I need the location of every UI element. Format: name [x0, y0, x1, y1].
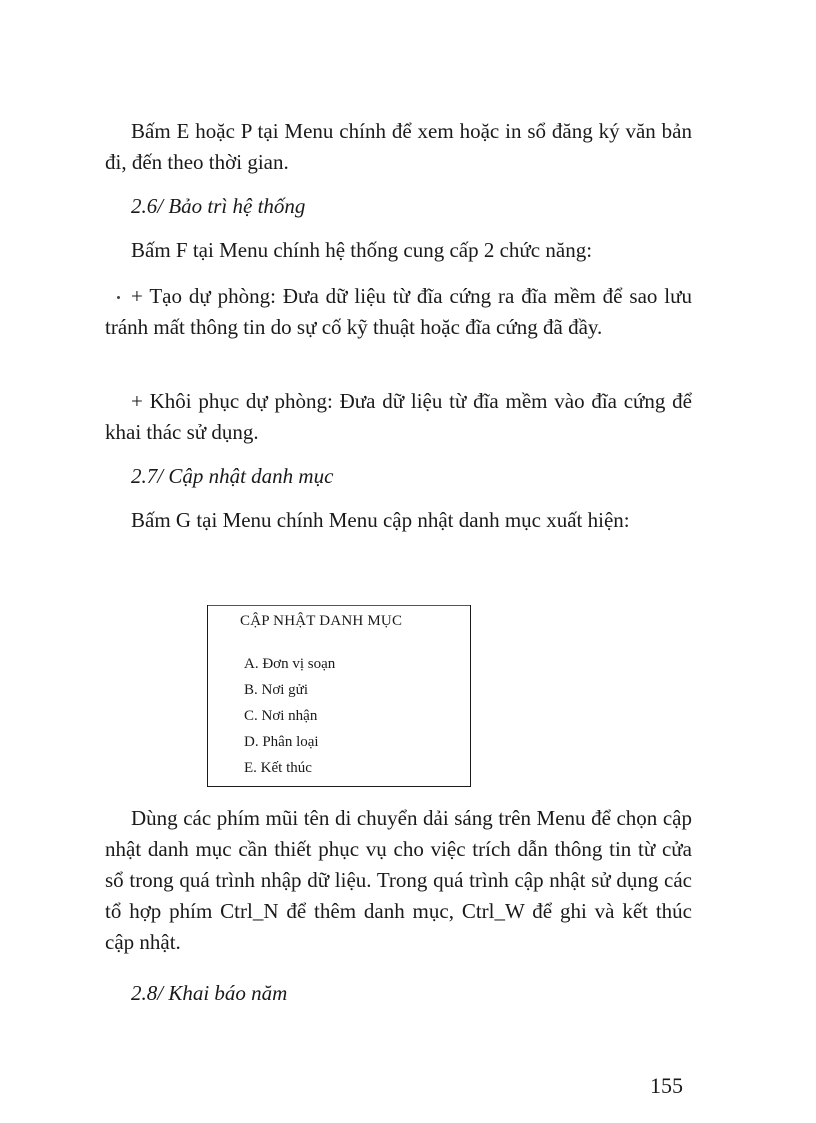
section-heading-2-8: 2.8/ Khai báo năm: [131, 981, 288, 1005]
paragraph-create-backup: + Tạo dự phòng: Đưa dữ liệu từ đĩa cứng ra đĩa mềm để sao lưu tránh mất thông tin do sự cố kỹ thuật hoặc đĩa cứng đã đầy.: [105, 284, 692, 339]
paragraph-maintenance-intro: Bấm F tại Menu chính hệ thống cung cấp 2 chức năng:: [131, 238, 593, 262]
paragraph-navigation-instructions: Dùng các phím mũi tên di chuyển dải sáng trên Menu để chọn cập nhật danh mục cần thiết phục vụ cho việc trích dẫn thông tin từ cửa sổ trong quá trình nhập dữ liệu. Trong quá trình cập nhật sử dụng các tổ hợp phím Ctrl_N để thêm danh mục, Ctrl_W để ghi và kết thúc cập nhật.: [105, 806, 692, 954]
menu-title: CẬP NHẬT DANH MỤC: [240, 613, 403, 629]
paragraph-restore-backup: + Khôi phục dự phòng: Đưa dữ liệu từ đĩa mềm vào đĩa cứng để khai thác sử dụng.: [105, 389, 692, 444]
section-heading-2-6: 2.6/ Bảo trì hệ thống: [131, 194, 306, 218]
menu-item-sender[interactable]: B. Nơi gửi: [244, 682, 308, 698]
menu-item-list: [244, 651, 335, 781]
menu-item-recipient[interactable]: C. Nơi nhận: [244, 708, 318, 724]
menu-item-classification[interactable]: D. Phân loại: [244, 734, 319, 750]
section-heading-2-7: 2.7/ Cập nhật danh mục: [131, 464, 334, 488]
menu-item-author-unit[interactable]: A. Đơn vị soạn: [244, 656, 336, 672]
scan-speck-decoration: [117, 296, 120, 299]
paragraph-view-print-register: Bấm E hoặc P tại Menu chính để xem hoặc in sổ đăng ký văn bản đi, đến theo thời gian.: [105, 119, 692, 174]
catalog-update-menu: [207, 605, 471, 787]
menu-item-exit[interactable]: E. Kết thúc: [244, 760, 312, 776]
paragraph-update-catalog-intro: Bấm G tại Menu chính Menu cập nhật danh mục xuất hiện:: [131, 508, 630, 532]
page-number: 155: [650, 1073, 683, 1098]
